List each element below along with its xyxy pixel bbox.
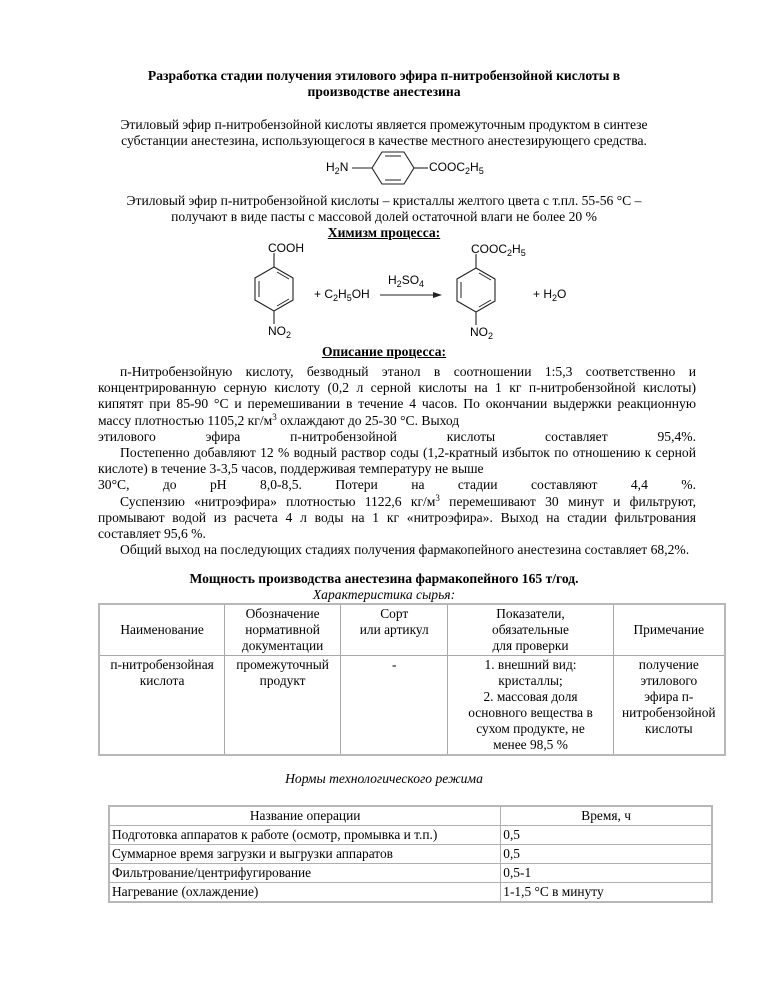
intro-line-2: субстанции анестезина, использующегося в качестве местного анестезирующего средства.	[121, 133, 647, 148]
properties-line-2: получают в виде пасты с массовой долей остаточной влаги не более 20 %	[171, 209, 597, 224]
process-norms-table	[108, 805, 713, 903]
cell-operation: Нагревание (охлаждение)	[109, 883, 501, 903]
water-label: + $H_2O$	[533, 287, 567, 303]
capacity-heading: Мощность производства анестезина фармакопейного 165 т/год.	[189, 571, 579, 586]
cell-operation: Подготовка аппаратов к работе (осмотр, промывка и т.п.)	[109, 826, 501, 845]
cell-time: 0,5-1	[501, 864, 712, 883]
reaction-scheme	[220, 240, 600, 340]
nitro-label-product: $NO_2$	[470, 325, 494, 341]
description-paragraph-2: Постепенно добавляют 12 % водный раствор соды (1,2-кратный избыток по отношению к серной кислоте) в течение 3-3,5 часов, поддерживая температуру не выше	[98, 445, 696, 477]
description-paragraph-4: Общий выход на последующих стадиях получения фармакопейного анестезина составляет 68,2%.	[120, 542, 690, 558]
table-header-row	[109, 806, 712, 826]
cell-operation: Фильтрование/центрифугирование	[109, 864, 501, 883]
anesthesin-structure	[300, 148, 490, 188]
cell-doc: промежуточный продукт	[225, 656, 341, 756]
table-row	[109, 883, 712, 903]
cell-operation: Суммарное время загрузки и выгрузки аппаратов	[109, 845, 501, 864]
document-title	[100, 68, 668, 100]
intro-paragraph	[100, 117, 668, 149]
header-name: Наименование	[99, 604, 225, 656]
cell-grade: -	[341, 656, 448, 756]
cell-name: п-нитробензойная кислота	[99, 656, 225, 756]
raw-materials-table	[98, 603, 726, 756]
process-norms-caption: Нормы технологического режима	[285, 771, 483, 786]
cell-time: 0,5	[501, 845, 712, 864]
header-note: Примечание	[613, 604, 725, 656]
ethanol-label: + $C_2H_5OH$	[314, 287, 370, 303]
amino-group-label: $H_2N$	[326, 160, 349, 176]
cell-time: 0,5	[501, 826, 712, 845]
cell-indicators: 1. внешний вид: кристаллы; 2. массовая доля основного вещества в сухом продукте, не менее 98,5 %	[448, 656, 613, 756]
header-operation: Название операции	[109, 806, 501, 826]
description-heading: Описание процесса:	[321, 344, 447, 359]
carboxyl-label: COOH	[268, 241, 304, 255]
header-time: Время, ч	[501, 806, 712, 826]
properties-line-1: Этиловый эфир п-нитробензойной кислоты – кристаллы желтого цвета с т.пл. 55-56 °С –	[126, 193, 642, 208]
table-row	[99, 656, 725, 756]
process-description	[98, 364, 696, 558]
table-header-row	[99, 604, 725, 656]
properties-paragraph	[100, 193, 668, 225]
cell-note: получение этилового эфира п- нитробензойной кислоты	[613, 656, 725, 756]
nitro-label-reactant: $NO_2$	[268, 324, 292, 340]
description-paragraph-1-end: этилового эфира п-нитробензойной кислоты составляет 95,4%.	[98, 428, 696, 444]
description-paragraph-1: п-Нитробензойную кислоту, безводный этанол в соотношении 1:5,3 соответственно и концентрированную серную кислоту (0,2 л серной кислоты на 1 кг п-нитробензойной кислоты) кипятят при 85-90 °С и перемешивании в течение 4 часов. По окончании выдержки реакционную массу плотностью 1105,2 $кг/м^3$ охлаждают до 25-30 °С. Выход	[98, 364, 696, 428]
description-paragraph-3: Суспензию «нитроэфира» плотностью 1122,6 $кг/м^3$ перемешивают 30 минут и фильтруют, промывают водой из расчета 4 л воды на 1 кг «нитроэфира». Выход на стадии фильтрования составляет 95,6 %.	[98, 492, 696, 542]
table-row	[109, 845, 712, 864]
table-row	[109, 864, 712, 883]
title-line-2: производстве анестезина	[307, 84, 461, 99]
ester-label-product: $COOC_2H_5$	[471, 242, 526, 258]
description-paragraph-2-end: 30°С, до рН 8,0-8,5. Потери на стадии составляют 4,4 %.	[98, 477, 696, 493]
header-doc: Обозначение нормативной документации	[225, 604, 341, 656]
header-indicators: Показатели, обязательные для проверки	[448, 604, 613, 656]
table-row	[109, 826, 712, 845]
ester-group-label: $COOC_2H_5$	[429, 160, 484, 176]
cell-time: 1-1,5 °С в минуту	[501, 883, 712, 903]
title-line-1: Разработка стадии получения этилового эфира п-нитробензойной кислоты в	[147, 68, 621, 83]
intro-line-1: Этиловый эфир п-нитробензойной кислоты является промежуточным продуктом в синтезе	[120, 117, 648, 132]
catalyst-label: $H_2SO_4$	[388, 273, 425, 289]
chemistry-heading: Химизм процесса:	[327, 225, 441, 240]
header-grade: Сорт или артикул	[341, 604, 448, 656]
raw-materials-caption: Характеристика сырья:	[312, 587, 456, 602]
